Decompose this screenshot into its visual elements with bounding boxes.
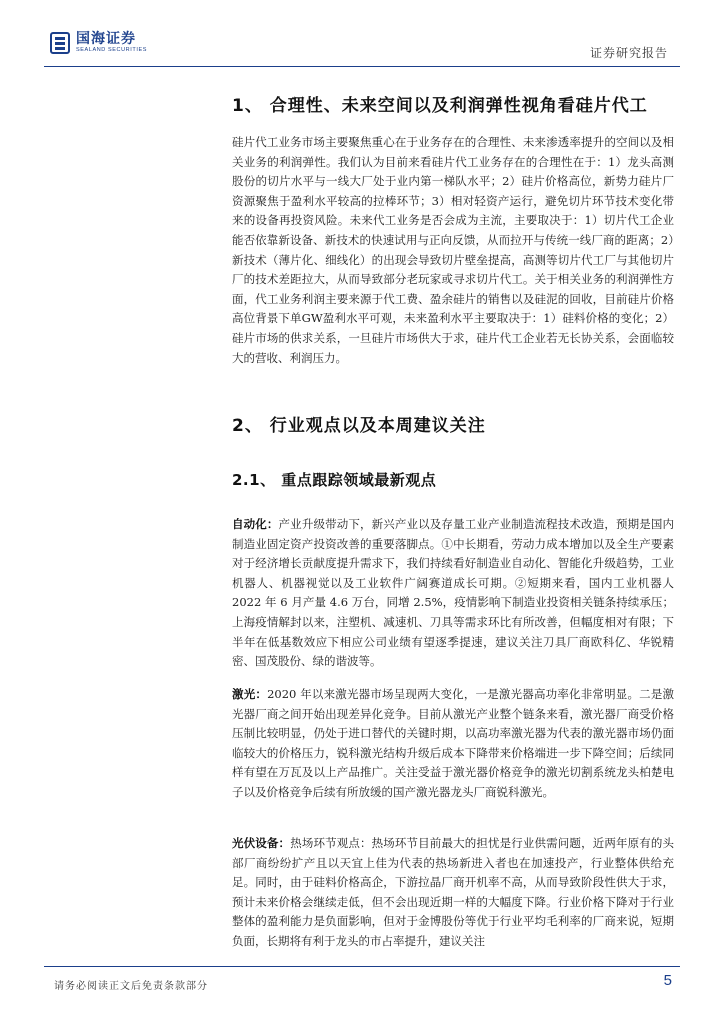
automation-lead: 自动化： xyxy=(232,517,279,531)
company-logo xyxy=(50,32,147,54)
automation-text: 产业升级带动下，新兴产业以及存量工业产业制造流程技术改造，预期是国内制造业固定资产投资改善的重要落脚点。①中长期看，劳动力成本增加以及全生产要素对于经济增长贡献度提升需求下，我们持续看好制造业自动化、智能化升级趋势，工业机器人、机器视觉以及工业软件广阔赛道成长可期。②短期来看，国内工业机器人 2022 年 6 月产量 4.6 万台，同增 2.5%，疫情影响下制造业投资相关链条持续承压；上海疫情解封以来，注塑机、减速机、刀具等需求环比有所改善，但幅度相对有限；下半年在低基数效应下相应公司业绩有望逐季提速，建议关注刀具厂商欧科亿、华锐精密、国茂股份、绿的谐波等。 xyxy=(232,517,675,669)
pv-lead: 光伏设备： xyxy=(232,836,291,850)
report-type-label: 证券研究报告 xyxy=(589,46,668,60)
section-1-paragraph: 硅片代工业务市场主要聚焦重心在于业务存在的合理性、未来渗透率提升的空间以及相关业务的利润弹性。我们认为目前来看硅片代工业务存在的合理性在于：1）龙头高测股份的切片水平与一线大厂处于业内第一梯队水平；2）硅片价格高位，新势力硅片厂资源聚焦于盈利水平较高的拉棒环节；3）相对轻资产运行，避免切片环节技术变化带来的设备再投资风险。未来代工业务是否会成为主流，主要取决于：1）切片代工企业能否依靠新设备、新技术的快速试用与正向反馈，从而拉开与传统一线厂商的距离；2）新技术（薄片化、细线化）的出现会导致切片壁垒提高，高测等切片代工厂与其他切片厂的技术差距拉大，从而导致部分老玩家或寻求切片代工。关于相关业务的利润弹性方面，代工业务利润主要来源于代工费、盈余硅片的销售以及硅泥的回收，目前硅片价格高位背景下单GW盈利水平可观，未来盈利水平主要取决于：1）硅料价格的变化；2）硅片市场的供求关系，一旦硅片市场供大于求，硅片代工企业若无长协关系，会面临较大的营收、利润压力。 xyxy=(232,135,674,365)
page-footer xyxy=(44,966,680,997)
laser-text: 2020 年以来激光器市场呈现两大变化，一是激光器高功率化非常明显。二是激光器厂商之间开始出现差异化竞争。目前从激光产业整个链条来看，激光器厂商受价格压制比较明显，仍处于进口替代的关键时期，以高功率激光器为代表的激光器市场仍面临较大的价格压力，锐科激光结构升级后成本下降带来价格端进一步下降空间；后续同样有望在万瓦及以上产品推广。关注受益于激光器价格竞争的激光切割系统龙头柏楚电子以及价格竞争后续有所放缓的国产激光器龙头厂商锐科激光。 xyxy=(232,687,675,799)
section-1-title: 1、 合理性、未来空间以及利润弹性视角看硅片代工 xyxy=(232,96,648,116)
automation-paragraph xyxy=(232,515,674,672)
page-number: 5 xyxy=(663,972,672,989)
pv-paragraph xyxy=(232,834,674,952)
sealand-logo-icon xyxy=(50,32,70,54)
disclaimer-text: 请务必阅读正文后免责条款部分 xyxy=(54,981,208,992)
page-header xyxy=(44,26,680,67)
laser-lead: 激光： xyxy=(232,687,268,701)
laser-paragraph xyxy=(232,685,674,803)
subsection-2-1-title: 2.1、 重点跟踪领域最新观点 xyxy=(232,471,437,489)
brand-name-cn: 国海证券 xyxy=(76,31,136,48)
brand-name-en: SEALAND SECURITIES xyxy=(76,47,148,54)
section-2-title: 2、 行业观点以及本周建议关注 xyxy=(232,416,486,436)
pv-text: 热场环节观点：热场环节目前最大的担忧是行业供需问题，近两年原有的头部厂商纷纷扩产且以天宜上佳为代表的热场新进入者也在加速投产，行业整体供给充足。同时，由于硅料价格高企，下游拉晶厂商开机率不高，从而导致阶段性供大于求，预计未来价格会继续走低，但不会出现近期一样的大幅度下降。行业价格下降对于行业整体的盈利能力是负面影响，但对于金博股份等优于行业平均毛利率的厂商来说，短期负面，长期将有利于龙头的市占率提升，建议关注 xyxy=(232,836,675,948)
